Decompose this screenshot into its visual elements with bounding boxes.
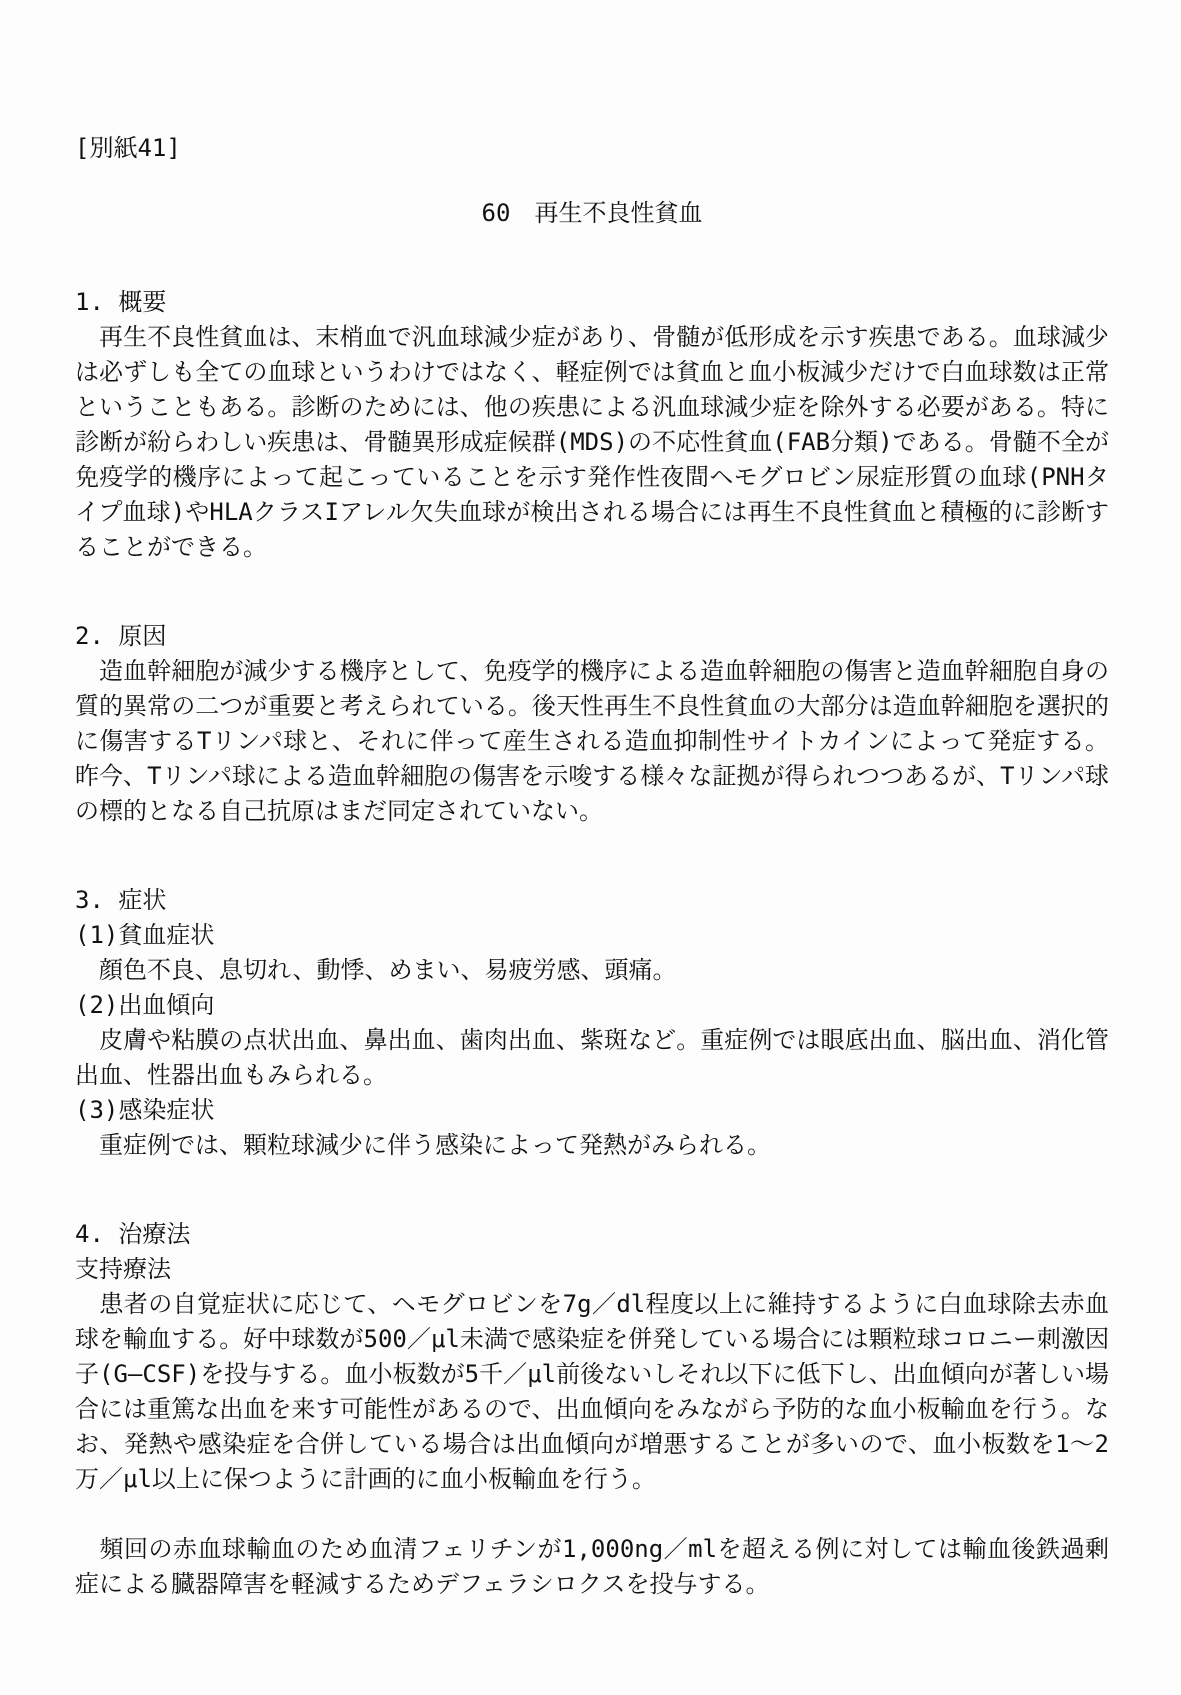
symptom-item-anemia-text: 顔色不良、息切れ、動悸、めまい、易疲労感、頭痛。 <box>75 956 677 984</box>
symptom-item-bleeding-text: 皮膚や粘膜の点状出血、鼻出血、歯肉出血、紫斑など。重症例では眼底出血、脳出血、消化管出血、性器出血もみられる。 <box>75 1026 1109 1089</box>
section-treatment <box>75 1217 1109 1602</box>
symptom-item-infection-text: 重症例では、顆粒球減少に伴う感染によって発熱がみられる。 <box>75 1131 771 1159</box>
symptom-item-anemia <box>75 918 1109 988</box>
symptom-item-infection <box>75 1093 1109 1163</box>
section-symptoms <box>75 883 1109 1163</box>
section-treatment-paragraph-1: 患者の自覚症状に応じて、ヘモグロビンを7g／dl程度以上に維持するように白血球除去赤血球を輸血する。好中球数が500／μl未満で感染症を併発している場合には顆粒球コロニー刺激因子(G—CSF)を投与する。血小板数が5千／μl前後ないしそれ以下に低下し、出血傾向が著しい場合には重篤な出血を来す可能性があるので、出血傾向をみながら予防的な血小板輸血を行う。なお、発熱や感染症を合併している場合は出血傾向が増悪することが多いので、血小板数を1〜2万／μl以上に保つように計画的に血小板輸血を行う。 <box>75 1290 1109 1493</box>
section-treatment-subheading: 支持療法 <box>75 1255 171 1283</box>
section-treatment-paragraph-2: 頻回の赤血球輸血のため血清フェリチンが1,000ng／mlを超える例に対しては輸血後鉄過剰症による臓器障害を軽減するためデフェラシロクスを投与する。 <box>75 1535 1109 1598</box>
section-treatment-heading: 4. 治療法 <box>75 1220 191 1248</box>
section-cause-paragraph: 造血幹細胞が減少する機序として、免疫学的機序による造血幹細胞の傷害と造血幹細胞自身の質的異常の二つが重要と考えられている。後天性再生不良性貧血の大部分は造血幹細胞を選択的に傷害するTリンパ球と、それに伴って産生される造血抑制性サイトカインによって発症する。昨今、Tリンパ球による造血幹細胞の傷害を示唆する様々な証拠が得られつつあるが、Tリンパ球の標的となる自己抗原はまだ同定されていない。 <box>75 657 1109 825</box>
document-title: 60 再生不良性貧血 <box>481 199 703 227</box>
symptom-item-bleeding-label: (2)出血傾向 <box>75 991 215 1019</box>
attachment-label: [別紙41] <box>75 134 181 162</box>
symptom-item-bleeding <box>75 988 1109 1093</box>
section-cause-heading: 2. 原因 <box>75 622 167 650</box>
section-overview <box>75 285 1109 565</box>
symptom-item-anemia-label: (1)貧血症状 <box>75 921 215 949</box>
section-symptoms-heading: 3. 症状 <box>75 886 167 914</box>
section-overview-heading: 1. 概要 <box>75 288 167 316</box>
section-overview-paragraph: 再生不良性貧血は、末梢血で汎血球減少症があり、骨髄が低形成を示す疾患である。血球減少は必ずしも全ての血球というわけではなく、軽症例では貧血と血小板減少だけで白血球数は正常ということもある。診断のためには、他の疾患による汎血球減少症を除外する必要がある。特に診断が紛らわしい疾患は、骨髄異形成症候群(MDS)の不応性貧血(FAB分類)である。骨髄不全が免疫学的機序によって起こっていることを示す発作性夜間ヘモグロビン尿症形質の血球(PNHタイプ血球)やHLAクラスIアレル欠失血球が検出される場合には再生不良性貧血と積極的に診断することができる。 <box>75 323 1109 561</box>
section-cause <box>75 619 1109 829</box>
symptom-item-infection-label: (3)感染症状 <box>75 1096 215 1124</box>
